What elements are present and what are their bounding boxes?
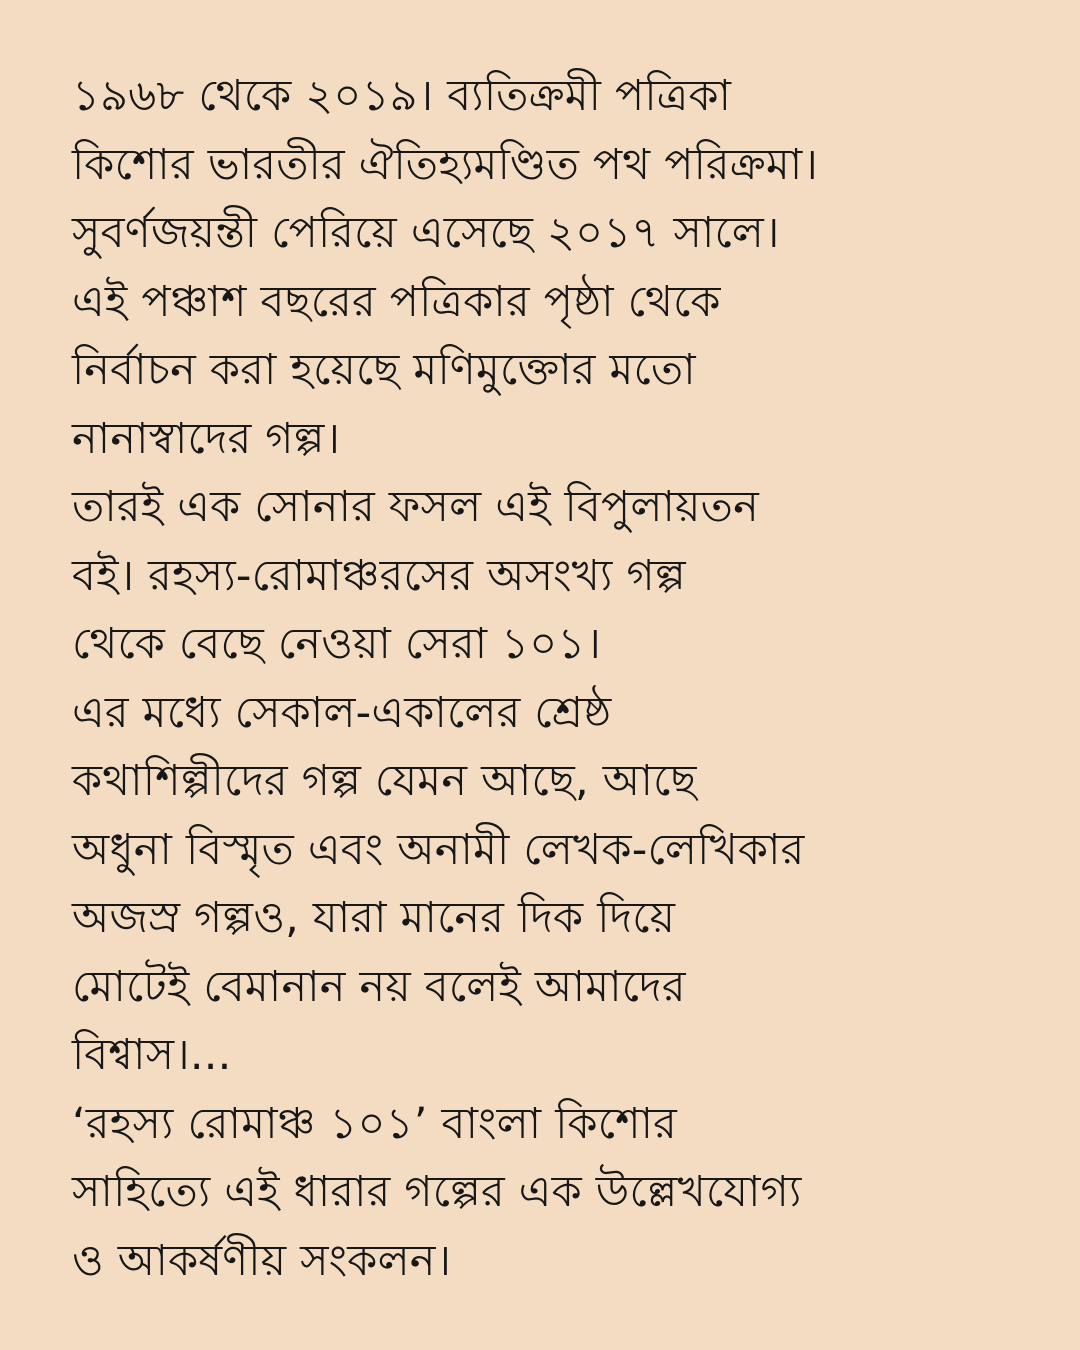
blurb-line: অধুনা বিস্মৃত এবং অনামী লেখক-লেখিকার	[72, 824, 805, 875]
blurb-line: কথাশিল্পীদের গল্প যেমন আছে, আছে	[72, 756, 697, 806]
blurb-line: সুবর্ণজয়ন্তী পেরিয়ে এসেছে ২০১৭ সালে।	[72, 208, 780, 258]
blurb-line: ও আকর্ষণীয় সংকলন।	[72, 1235, 452, 1286]
blurb-text	[72, 62, 1032, 1295]
blurb-line: ১৯৬৮ থেকে ২০১৯। ব্যতিক্রমী পত্রিকা	[72, 71, 732, 121]
blurb-line: বই। রহস্য-রোমাঞ্চরসের অসংখ্য গল্প	[72, 550, 686, 601]
blurb-line: কিশোর ভারতীর ঐতিহ্যমণ্ডিত পথ পরিক্রমা।	[72, 139, 819, 190]
blurb-line: নির্বাচন করা হয়েছে মণিমুক্তোর মতো	[72, 345, 696, 395]
blurb-line: তারই এক সোনার ফসল এই বিপুলায়তন	[72, 482, 759, 532]
blurb-line: অজস্র গল্পও, যারা মানের দিক দিয়ে	[72, 893, 676, 943]
blurb-line: থেকে বেছে নেওয়া সেরা ১০১।	[72, 619, 602, 669]
blurb-line: বিশ্বাস।...	[72, 1030, 232, 1080]
blurb-line: ‘রহস্য রোমাঞ্চ ১০১’ বাংলা কিশোর	[72, 1098, 678, 1149]
blurb-line: সাহিত্যে এই ধারার গল্পের এক উল্লেখযোগ্য	[72, 1167, 802, 1217]
blurb-line: এই পঞ্চাশ বছরের পত্রিকার পৃষ্ঠা থেকে	[72, 276, 721, 327]
blurb-line: নানাস্বাদের গল্প।	[72, 413, 341, 464]
blurb-line: এর মধ্যে সেকাল-একালের শ্রেষ্ঠ	[72, 687, 612, 738]
blurb-line: মোটেই বেমানান নয় বলেই আমাদের	[72, 961, 686, 1012]
